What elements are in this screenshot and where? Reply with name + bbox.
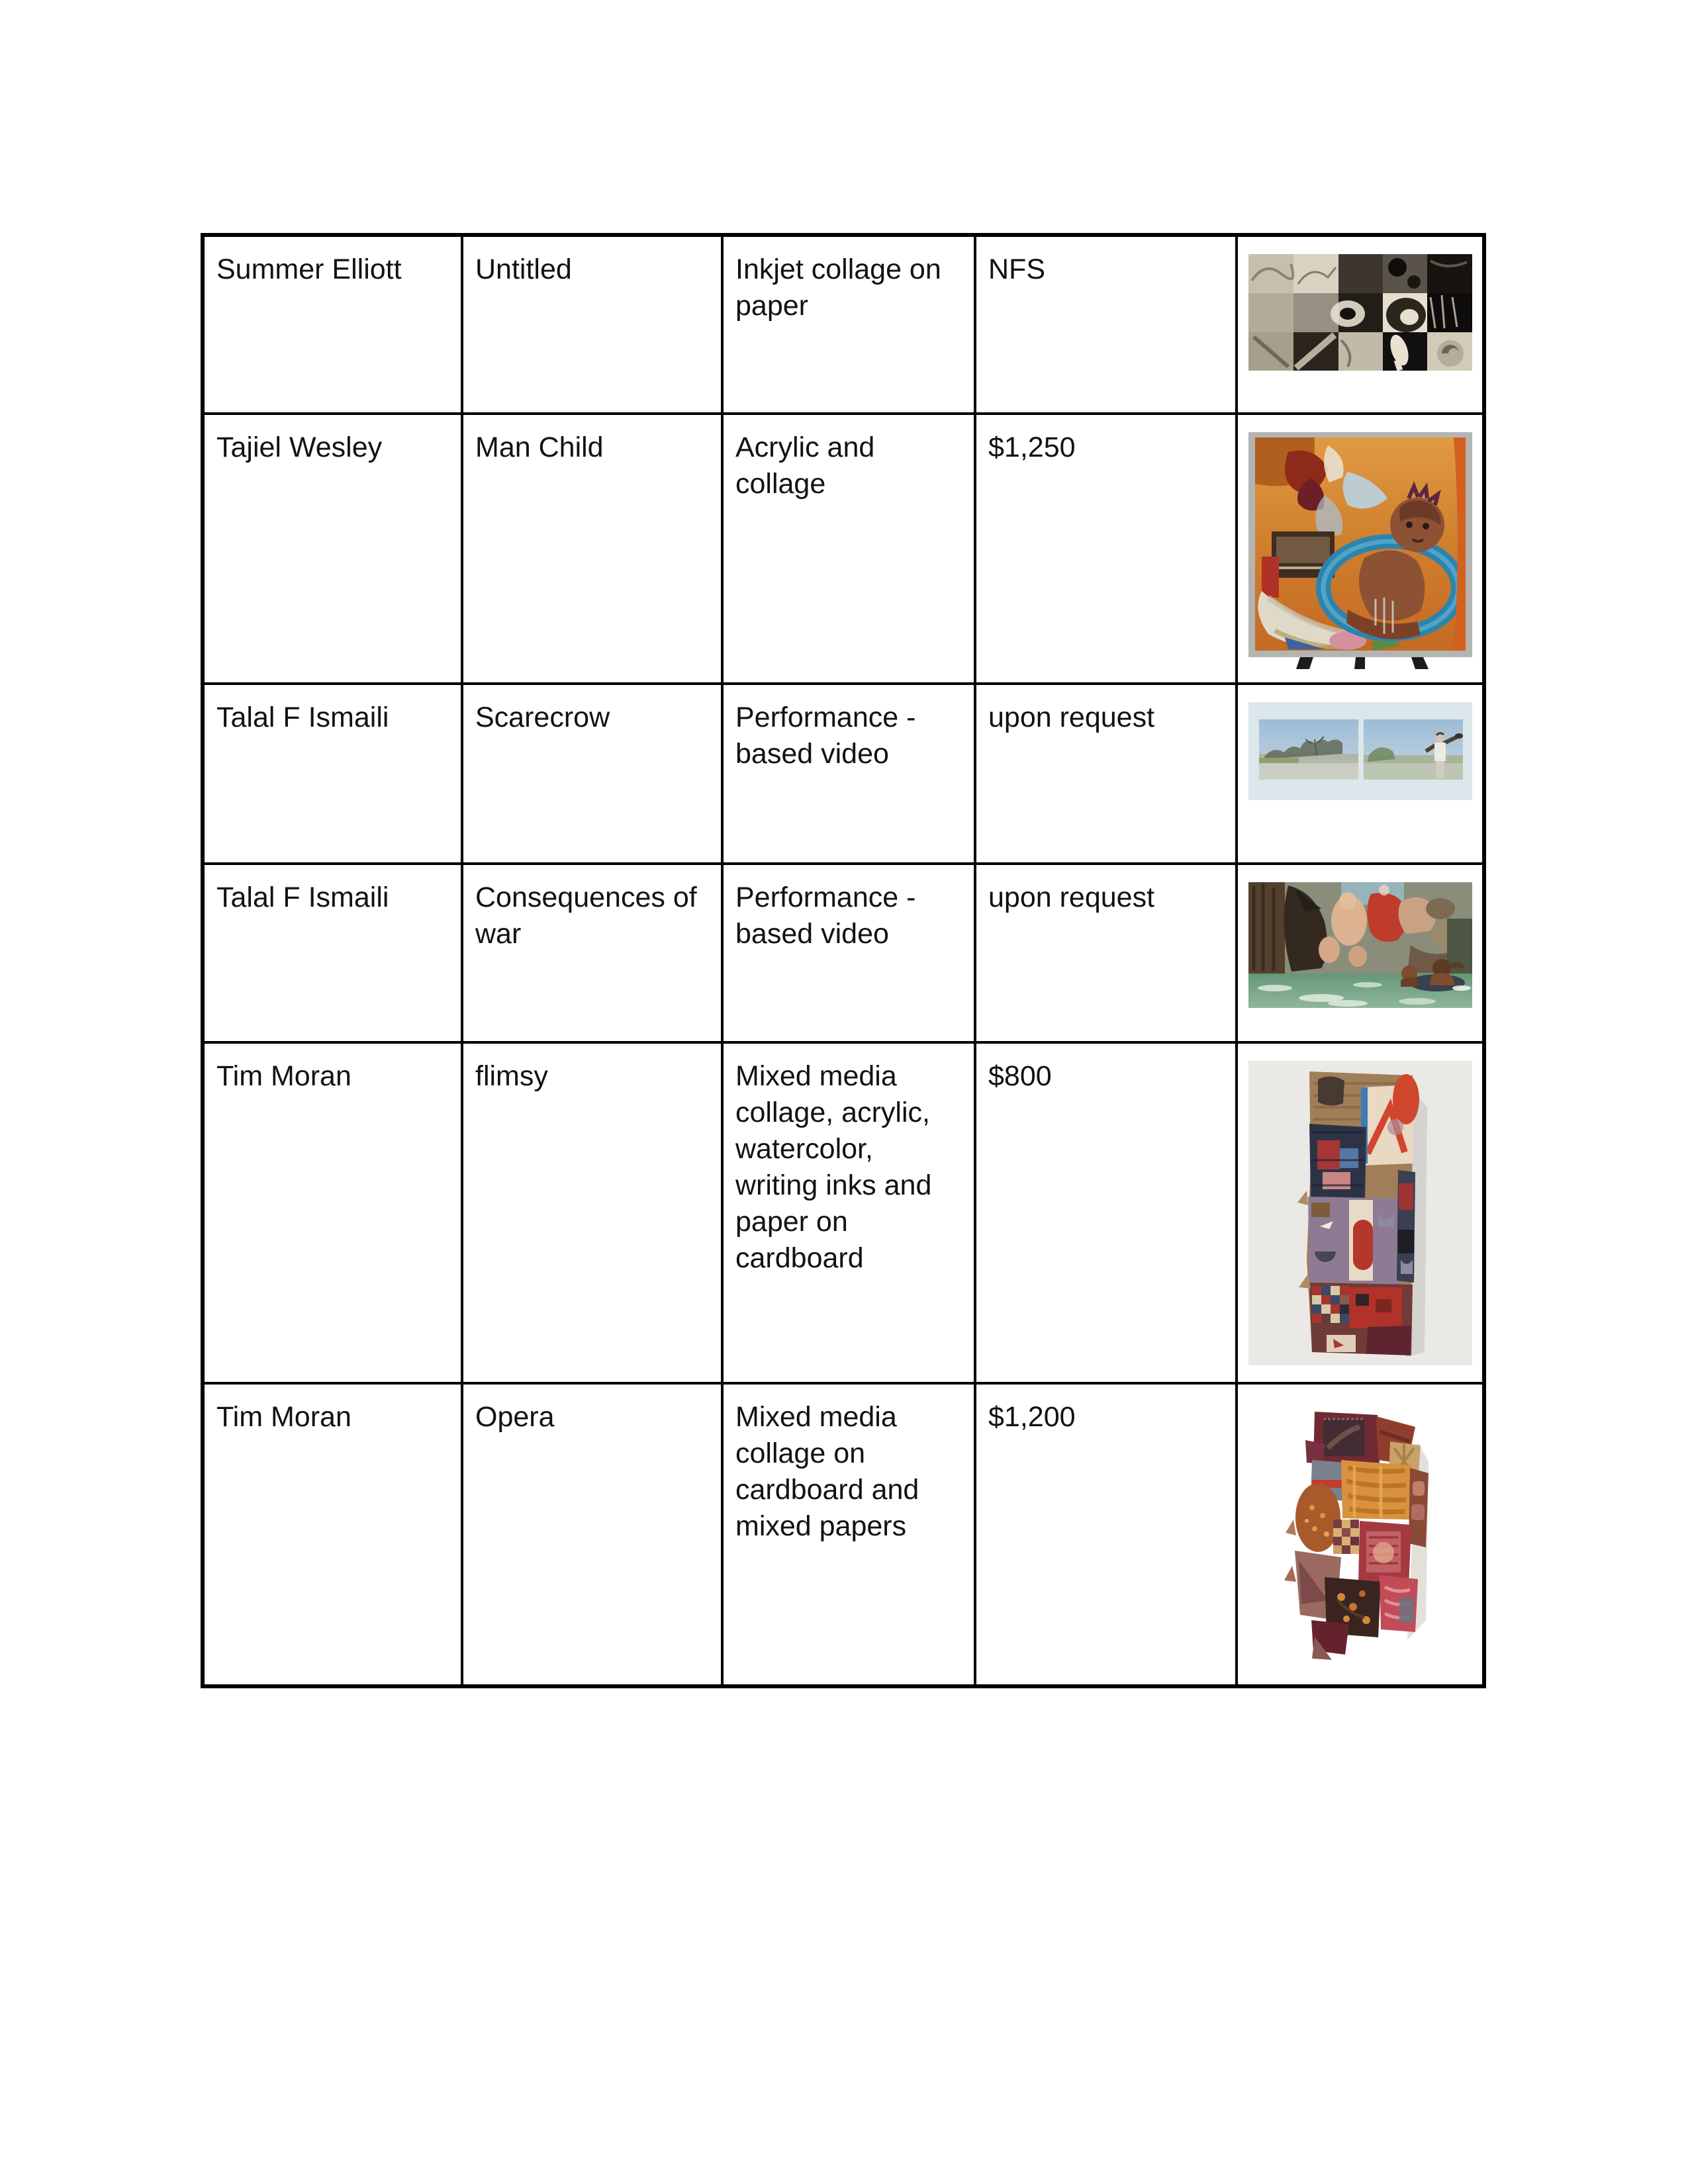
artwork-table xyxy=(201,233,1486,1688)
cell-image xyxy=(1237,684,1484,864)
table-row xyxy=(203,414,1484,684)
cell-medium: Performance -based video xyxy=(722,684,975,864)
cell-artist: Talal F Ismaili xyxy=(203,864,462,1042)
artwork-image-man-child xyxy=(1248,432,1472,669)
cell-medium: Mixed media collage, acrylic, watercolor, writing inks and paper on cardboard xyxy=(722,1042,975,1383)
table-row xyxy=(203,235,1484,414)
cell-image xyxy=(1237,414,1484,684)
cell-medium: Performance -based video xyxy=(722,864,975,1042)
cell-artist: Talal F Ismaili xyxy=(203,684,462,864)
cell-image xyxy=(1237,1042,1484,1383)
cell-price: NFS xyxy=(975,235,1237,414)
artwork-image-flimsy xyxy=(1248,1061,1472,1365)
cell-artist: Summer Elliott xyxy=(203,235,462,414)
cell-price: upon request xyxy=(975,864,1237,1042)
cell-image xyxy=(1237,235,1484,414)
cell-price: $1,250 xyxy=(975,414,1237,684)
artwork-image-untitled xyxy=(1248,254,1472,371)
artwork-image-consequences-of-war xyxy=(1248,882,1472,1008)
cell-medium: Inkjet collage on paper xyxy=(722,235,975,414)
artwork-image-opera xyxy=(1248,1402,1472,1660)
cell-price: $1,200 xyxy=(975,1383,1237,1686)
cell-price: upon request xyxy=(975,684,1237,864)
cell-medium: Mixed media collage on cardboard and mixed papers xyxy=(722,1383,975,1686)
cell-artist: Tim Moran xyxy=(203,1042,462,1383)
cell-image xyxy=(1237,864,1484,1042)
cell-title: Untitled xyxy=(462,235,722,414)
cell-title: Scarecrow xyxy=(462,684,722,864)
cell-price: $800 xyxy=(975,1042,1237,1383)
cell-artist: Tajiel Wesley xyxy=(203,414,462,684)
cell-image xyxy=(1237,1383,1484,1686)
table-row xyxy=(203,684,1484,864)
table-row xyxy=(203,1042,1484,1383)
cell-title: Consequences of war xyxy=(462,864,722,1042)
cell-title: Opera xyxy=(462,1383,722,1686)
cell-title: flimsy xyxy=(462,1042,722,1383)
artwork-image-scarecrow xyxy=(1248,702,1472,800)
cell-medium: Acrylic and collage xyxy=(722,414,975,684)
cell-title: Man Child xyxy=(462,414,722,684)
table-row xyxy=(203,864,1484,1042)
cell-artist: Tim Moran xyxy=(203,1383,462,1686)
table-row xyxy=(203,1383,1484,1686)
